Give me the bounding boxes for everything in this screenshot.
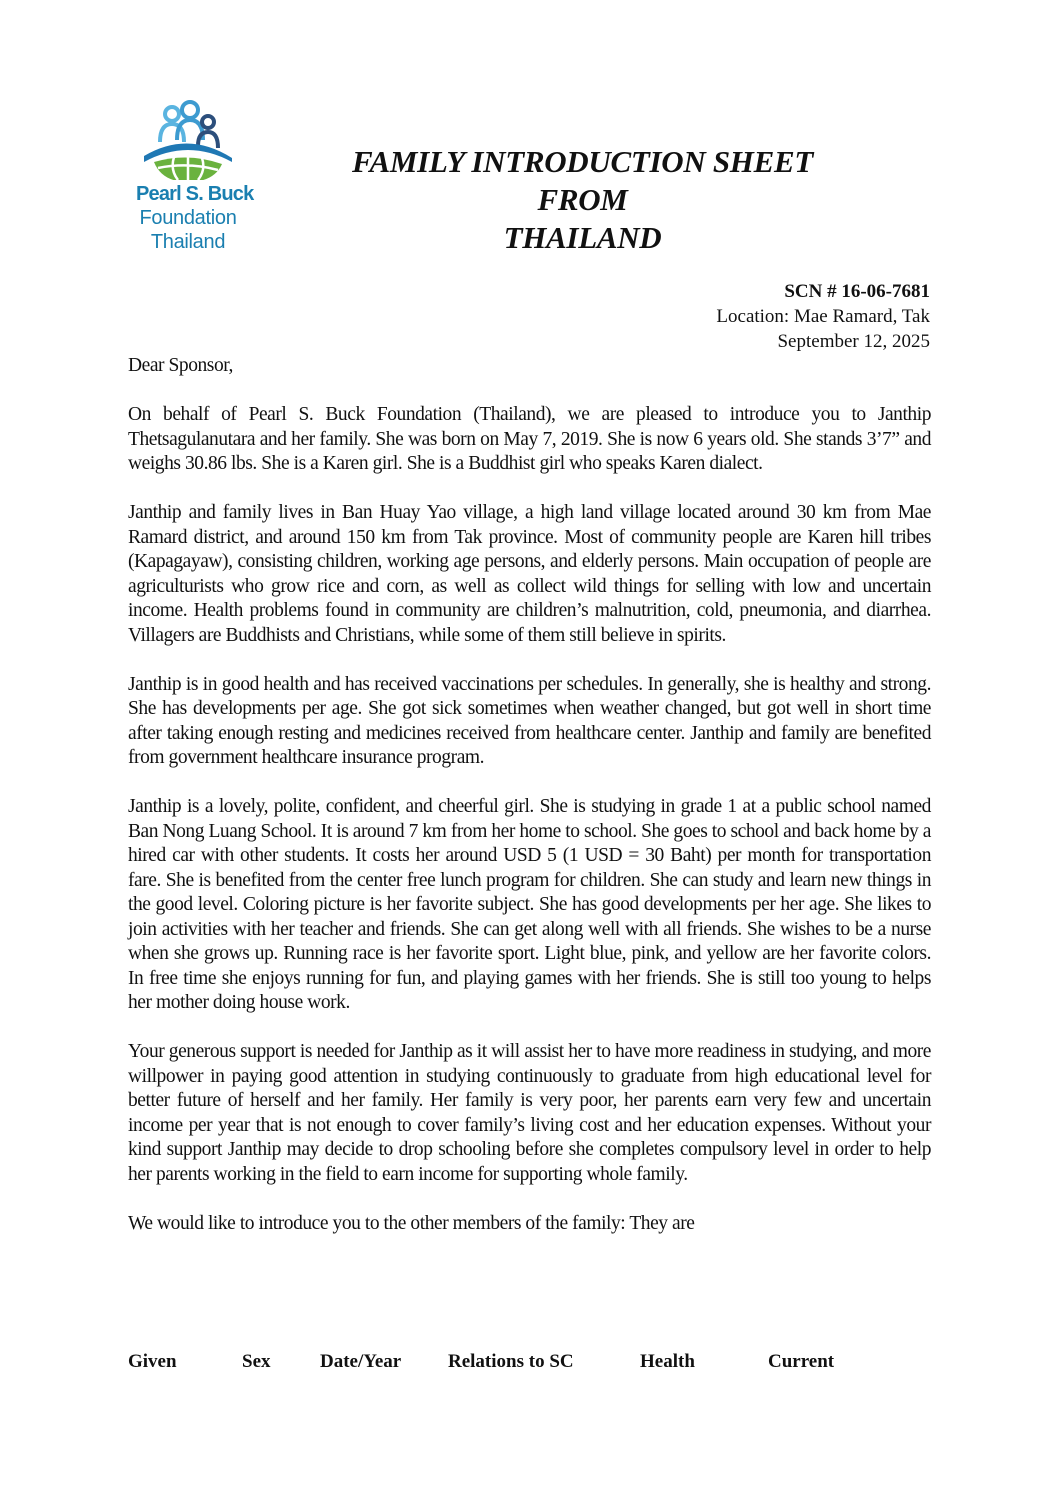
paragraph-health: Janthip is in good health and has received vaccinations per schedules. In generally, she is healthy and strong. She has developments per age. She got sick sometimes when weather changed, but got well in short time after taking enough resting and medicines received from healthcare center. Janthip and family are benefited from government healthcare insurance program. [128, 673, 931, 768]
header-current: Current [768, 1351, 835, 1372]
header-sex: Sex [242, 1351, 271, 1372]
document-meta [716, 279, 930, 354]
family-intro: We would like to introduce you to the other members of the family: They are [128, 1212, 695, 1234]
paragraph-introduction: On behalf of Pearl S. Buck Foundation (Thailand), we are pleased to introduce you to Janthip Thetsagulanutara and her family. She was born on May 7, 2019. She is now 6 years old. She stands 3’7” and weighs 30.86 lbs. She is a Karen girl. She is a Buddhist girl who speaks Karen dialect. [128, 404, 931, 474]
logo-country: Thailand [150, 231, 226, 253]
header-health: Health [640, 1351, 695, 1372]
people-globe-icon [140, 100, 236, 180]
title-line-3: THAILAND [503, 220, 662, 255]
header-given: Given [128, 1351, 177, 1372]
header-relations: Relations to SC [448, 1351, 574, 1372]
logo-text [136, 182, 254, 254]
header-date-year: Date/Year [320, 1351, 402, 1372]
document-date: September 12, 2025 [777, 331, 930, 352]
salutation: Dear Sponsor, [128, 355, 233, 376]
paragraph-support: Your generous support is needed for Janthip as it will assist her to have more readiness in studying, and more willpower in paying good attention in studying continuously to graduate from high educational level for better future of herself and her family. Her family is very poor, her parents earn very few and uncertain income per year that is not enough to cover family’s living cost and her education expenses. Without your kind support Janthip may decide to drop schooling before she completes compulsory level in order to help her parents working in the field to earn income for supporting whole family. [128, 1041, 931, 1185]
title-line-2: FROM [537, 182, 628, 217]
paragraph-education: Janthip is a lovely, polite, confident, and cheerful girl. She is studying in grade 1 at a public school named Ban Nong Luang School. It is around 7 km from her home to school. She goes to school and back home by a hired car with other students. It costs her around USD 5 (1 USD = 30 Baht) per month for transportation fare. She is benefited from the center free lunch program for children. She can study and learn new things in the good level. Coloring picture is her favorite subject. She has good developments per her age. She likes to join activities with her teacher and friends. She can get along well with all friends. She wishes to be a nurse when she grows up. Running race is her favorite sport. Light blue, pink, and yellow are her favorite colors. In free time she enjoys running for fun, and playing games with her friends. She is still too young to helps her mother doing house work. [128, 796, 931, 1013]
paragraph-community: Janthip and family lives in Ban Huay Yao village, a high land village located around 30 km from Mae Ramard district, and around 150 km from Tak province. Most of community people are Karen hill tribes (Kapagayaw), consisting children, working age persons, and elderly persons. Main occupation of people are agriculturists who grow rice and corn, as well as collect wild things for selling with low and uncertain income. Health problems found in community are children’s malnutrition, cold, pneumonia, and diarrhea. Villagers are Buddhists and Christians, while some of them still believe in spirits. [128, 502, 931, 646]
document-title [320, 143, 845, 257]
location: Location: Mae Ramard, Tak [716, 306, 930, 327]
logo-name: Pearl S. Buck [136, 183, 254, 205]
title-line-1: FAMILY INTRODUCTION SHEET [351, 144, 814, 179]
foundation-logo [136, 100, 254, 260]
scn-number: SCN # 16-06-7681 [784, 281, 930, 302]
letter-body [128, 354, 931, 1236]
logo-foundation: Foundation [139, 207, 237, 229]
